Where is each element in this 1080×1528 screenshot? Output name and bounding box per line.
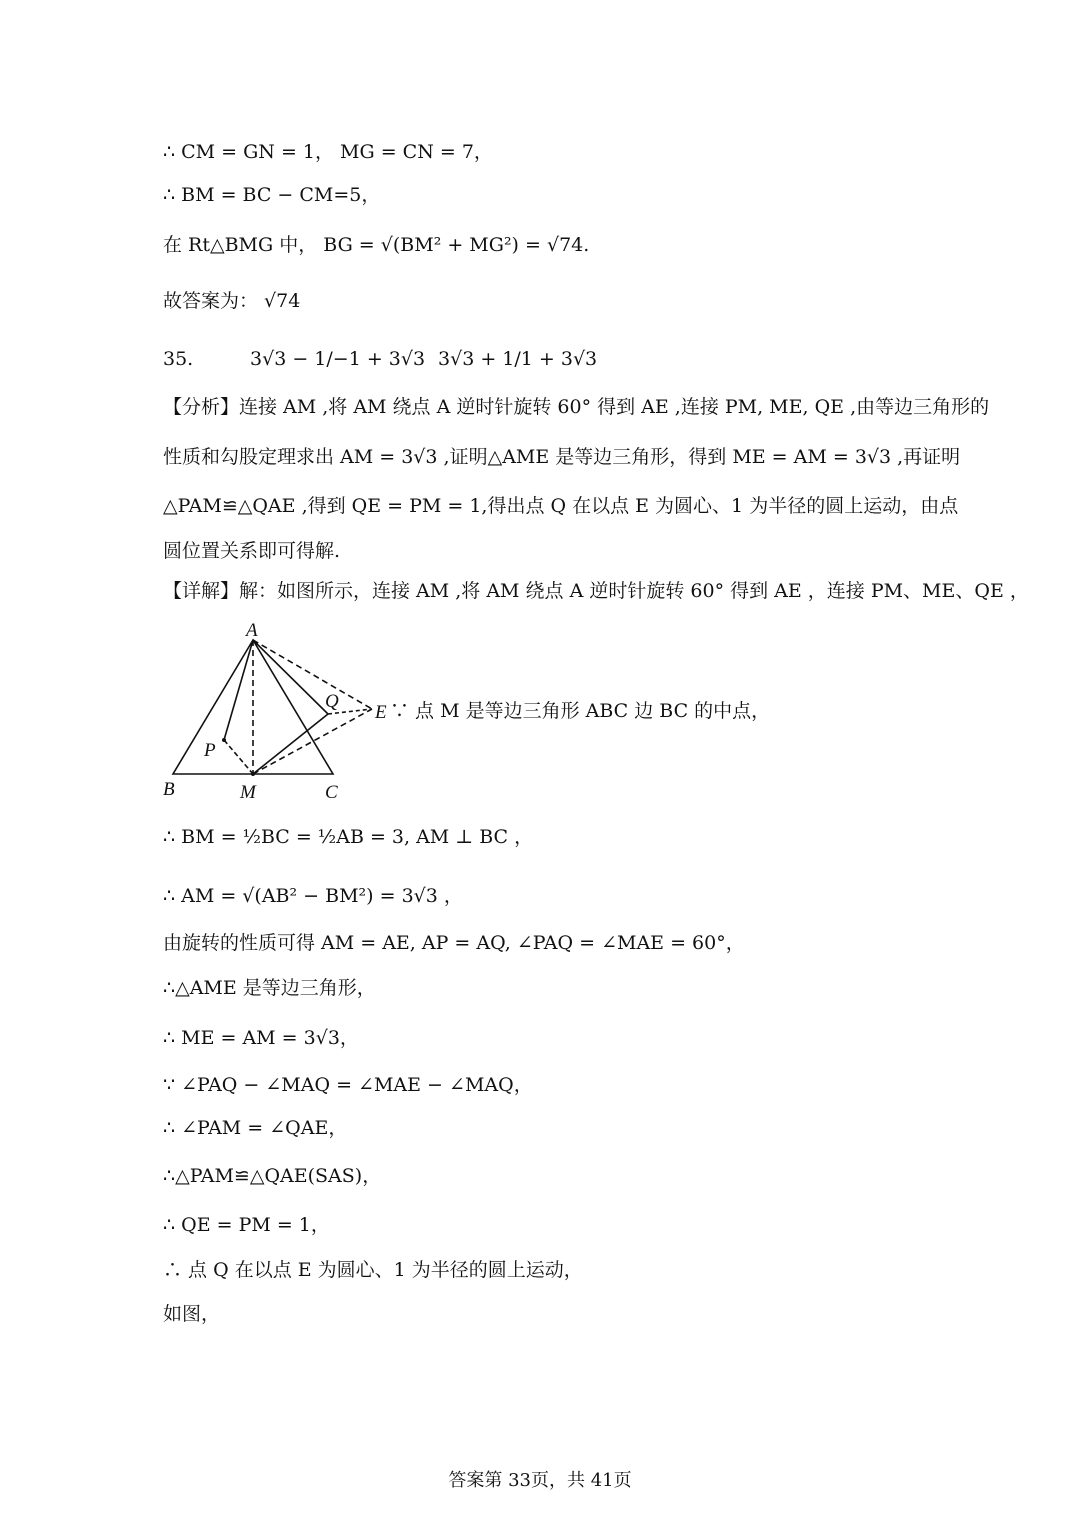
- analysis-line-3: △PAM≌△QAE ,得到 QE = PM = 1,得出点 Q 在以点 E 为圆心、1 为半径的圆上运动，由点: [163, 495, 959, 517]
- detail-line-3: ∴ BM = ½BC = ½AB = 3, AM ⊥ BC ，: [163, 826, 534, 848]
- geometry-figure: [160, 618, 387, 808]
- line-4: 故答案为： √74: [163, 290, 301, 312]
- label-q: Q: [325, 691, 339, 712]
- page-footer: 答案第 33页，共 41页: [448, 1470, 632, 1491]
- detail-line-4: ∴ AM = √(AB² − BM²) = 3√3 ，: [163, 885, 463, 907]
- question-35-number: 35.: [163, 348, 194, 370]
- detail-line-1: 【详解】解：如图所示，连接 AM ,将 AM 绕点 A 逆时针旋转 60° 得到 AE ，连接 PM、ME、QE ，: [163, 580, 1029, 602]
- detail-line-9: ∴ ∠PAM = ∠QAE，: [163, 1117, 348, 1139]
- segment-mq: [253, 714, 328, 774]
- detail-line-8: ∵ ∠PAQ − ∠MAQ = ∠MAE − ∠MAQ，: [163, 1074, 533, 1096]
- segment-me-dashed: [253, 709, 372, 774]
- line-1: ∴ CM = GN = 1， MG = CN = 7，: [163, 141, 493, 163]
- detail-line-5: 由旋转的性质可得 AM = AE, AP = AQ, ∠PAQ = ∠MAE = 60°，: [163, 932, 745, 954]
- point-m: [251, 772, 255, 776]
- detail-line-7: ∴ ME = AM = 3√3，: [163, 1027, 359, 1049]
- detail-line-10: ∴△PAM≌△QAE(SAS)，: [163, 1165, 382, 1187]
- question-35-answer-2: 3√3 + 1/1 + 3√3: [438, 348, 598, 370]
- line-2: ∴ BM = BC − CM=5，: [163, 184, 381, 206]
- detail-line-12: ∴ 点 Q 在以点 E 为圆心、1 为半径的圆上运动，: [163, 1259, 583, 1281]
- label-m: M: [240, 782, 256, 803]
- label-p: P: [204, 740, 216, 761]
- segment-pm-dashed: [224, 740, 253, 774]
- analysis-line-2: 性质和勾股定理求出 AM = 3√3 ,证明△AME 是等边三角形，得到 ME = AM = 3√3 ,再证明: [163, 446, 961, 468]
- analysis-line-4: 圆位置关系即可得解.: [163, 540, 341, 562]
- label-a: A: [246, 620, 258, 641]
- point-p: [222, 738, 226, 742]
- detail-line-2: ∵ 点 M 是等边三角形 ABC 边 BC 的中点，: [390, 700, 771, 722]
- segment-ap: [224, 640, 253, 740]
- label-e: E: [375, 702, 387, 723]
- label-c: C: [325, 782, 338, 803]
- label-b: B: [163, 779, 175, 800]
- detail-line-6: ∴△AME 是等边三角形，: [163, 977, 376, 999]
- analysis-line-1: 【分析】连接 AM ,将 AM 绕点 A 逆时针旋转 60° 得到 AE ,连接 PM, ME, QE ,由等边三角形的: [163, 396, 990, 418]
- detail-line-11: ∴ QE = PM = 1，: [163, 1214, 330, 1236]
- detail-line-13: 如图，: [163, 1303, 221, 1325]
- line-3: 在 Rt△BMG 中， BG = √(BM² + MG²) = √74.: [163, 234, 590, 256]
- question-35-answer-1: 3√3 − 1/−1 + 3√3: [250, 348, 426, 370]
